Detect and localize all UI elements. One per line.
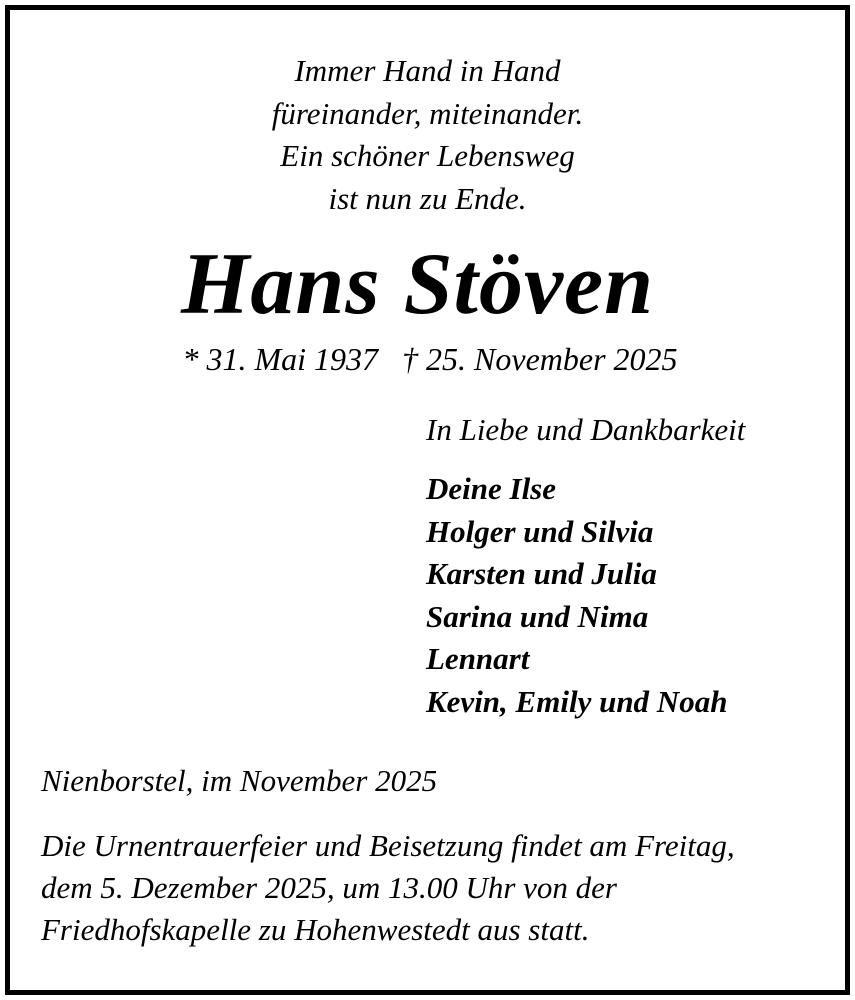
motto-line: ist nun zu Ende. [328,181,527,216]
place-and-date: Nienborstel, im November 2025 [41,763,438,798]
mourner-name: Holger und Silvia [426,514,654,549]
death-date: † 25. November 2025 [402,341,678,377]
mourner-name: Kevin, Emily und Noah [426,684,728,719]
birth-date: * 31. Mai 1937 [182,341,379,377]
service-info-line: Friedhofskapelle zu Hohenwestedt aus statt. [41,912,590,947]
motto-line: Immer Hand in Hand [294,53,561,88]
mourner-name: Karsten und Julia [426,556,657,591]
deceased-name: Hans Stöven [180,236,655,333]
mourner-name: Deine Ilse [426,471,557,506]
service-info-line: Die Urnentrauerfeier und Beisetzung findet am Freitag, [41,828,735,863]
closing-phrase: In Liebe und Dankbarkeit [426,412,746,447]
service-info-line: dem 5. Dezember 2025, um 13.00 Uhr von der [41,870,617,905]
life-dates [0,343,855,375]
mourner-name: Lennart [426,641,530,676]
motto-line: Ein schöner Lebensweg [280,138,575,173]
motto-line: füreinander, miteinander. [271,96,584,131]
mourner-name: Sarina und Nima [426,599,649,634]
